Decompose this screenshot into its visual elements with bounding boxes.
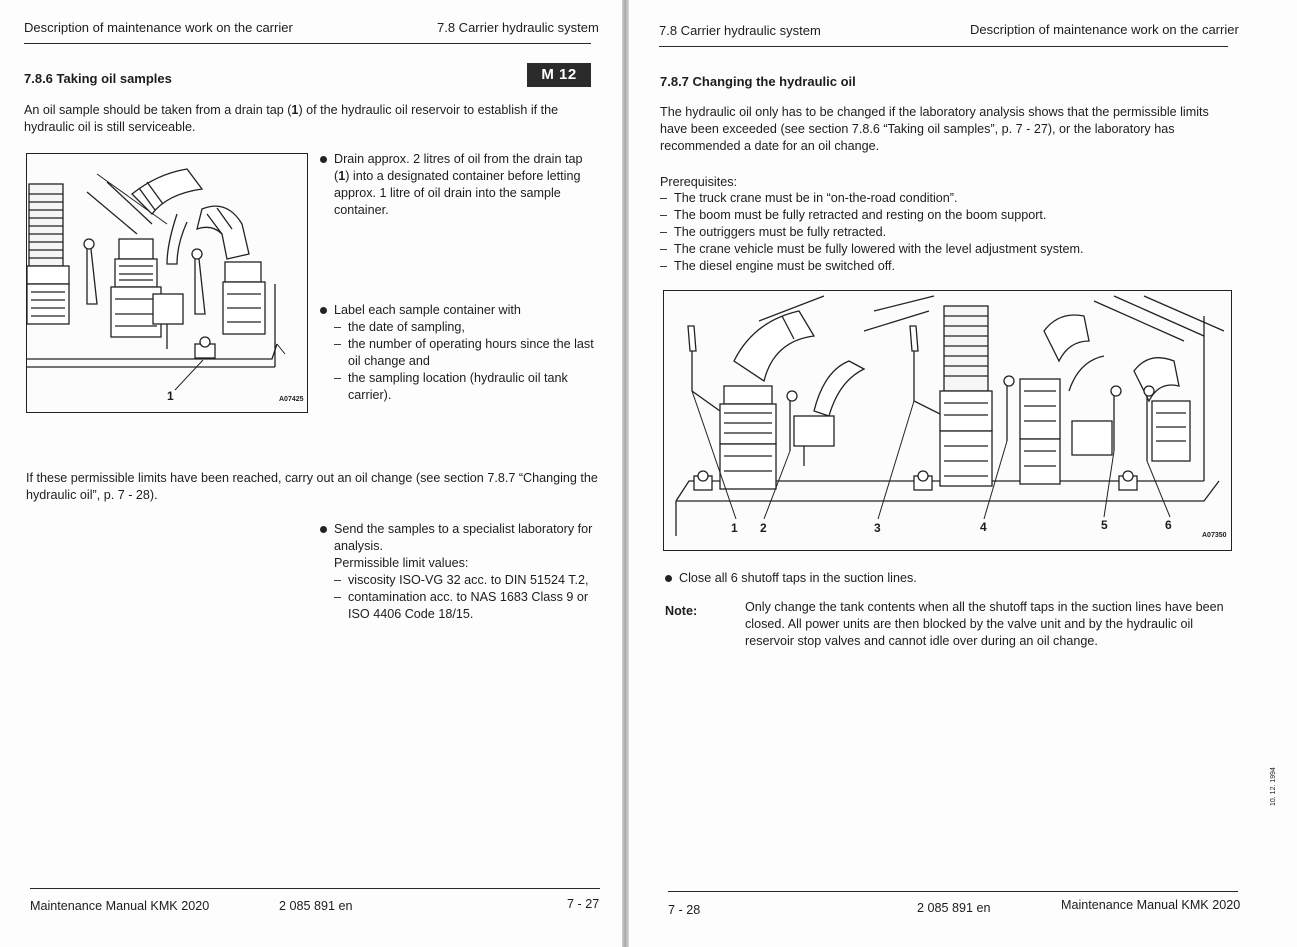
shutoff-taps-figure	[663, 290, 1232, 551]
drain-tap-figure	[26, 153, 308, 413]
maintenance-badge: M 12	[527, 63, 591, 87]
bullet-drain-oil: Drain approx. 2 litres of oil from the drain tap (1) into a designated container before letting approx. 1 litre of oil drain into the sample container.	[320, 151, 584, 219]
callout-3: 3	[874, 521, 881, 535]
footer-manual: Maintenance Manual KMK 2020	[30, 899, 210, 913]
page-number: 7 - 27	[567, 897, 600, 911]
intro-paragraph: The hydraulic oil only has to be changed if the laboratory analysis shows that the permissible limits have been exceeded (see section 7.8.6 “Taking oil samples”, p. 7 - 27), or the laboratory has recommended a date for an oil change.	[660, 105, 1209, 153]
figure-id: A07350	[1202, 532, 1227, 539]
header-rule	[24, 43, 591, 44]
callout-6: 6	[1165, 518, 1172, 532]
closing-paragraph: If these permissible limits have been reached, carry out an oil change (see section 7.8.7 “Changing the hydraulic oil”, p. 7 - 28).	[26, 471, 598, 502]
list-item: – The truck crane must be in “on-the-road condition”.	[660, 190, 1220, 207]
list-item: – The boom must be fully retracted and resting on the boom support.	[660, 207, 1220, 224]
bullet-send-samples	[320, 521, 602, 623]
running-header-right: 7.8 Carrier hydraulic system	[437, 20, 599, 35]
footer-rule	[30, 888, 600, 889]
running-header-left: Description of maintenance work on the carrier	[24, 20, 293, 35]
left-page	[0, 0, 622, 947]
book-gutter	[622, 0, 629, 947]
footer-doc-number: 2 085 891 en	[917, 901, 991, 915]
callout-1: 1	[731, 521, 738, 535]
list-item: – viscosity ISO-VG 32 acc. to DIN 51524 T.2,	[334, 572, 602, 589]
footer-manual: Maintenance Manual KMK 2020	[1061, 898, 1241, 912]
list-item: – The outriggers must be fully retracted.	[660, 224, 1220, 241]
header-rule	[659, 46, 1228, 47]
list-item: – contamination acc. to NAS 1683 Class 9 or ISO 4406 Code 18/15.	[334, 589, 602, 623]
bullet-label-container	[320, 302, 594, 404]
right-page	[629, 0, 1297, 947]
list-item: – the date of sampling,	[334, 319, 594, 336]
footer-doc-number: 2 085 891 en	[279, 899, 353, 913]
prerequisites-title: Prerequisites:	[660, 175, 737, 189]
drain-tap-illustration	[27, 154, 307, 412]
running-header-right: Description of maintenance work on the carrier	[970, 22, 1239, 37]
list-item: – The diesel engine must be switched off.	[660, 258, 1220, 275]
date-stamp: 10. 12. 1994	[1270, 767, 1277, 806]
intro-paragraph: An oil sample should be taken from a drain tap (1) of the hydraulic oil reservoir to establish if the hydraulic oil is still serviceable.	[24, 103, 559, 134]
callout-5: 5	[1101, 518, 1108, 532]
callout-1: 1	[167, 389, 174, 403]
callout-4: 4	[980, 520, 987, 534]
section-title: 7.8.6 Taking oil samples	[24, 71, 172, 86]
running-header-left: 7.8 Carrier hydraulic system	[659, 23, 821, 38]
limit-values-label: Permissible limit values:	[334, 556, 469, 570]
bullet-text: Send the samples to a specialist laboratory for analysis.	[334, 522, 593, 553]
list-item: – the number of operating hours since the last oil change and	[334, 336, 594, 370]
list-item: – The crane vehicle must be fully lowered with the level adjustment system.	[660, 241, 1220, 258]
section-title: 7.8.7 Changing the hydraulic oil	[660, 74, 856, 89]
note-text: Only change the tank contents when all the shutoff taps in the suction lines have been closed. All power units are then blocked by the valve unit and by the hydraulic oil reservoir stop valves and cannot idle over during an oil change.	[745, 600, 1224, 648]
callout-2: 2	[760, 521, 767, 535]
note-label: Note:	[665, 604, 698, 618]
footer-rule	[668, 891, 1238, 892]
bullet-text: Label each sample container with	[334, 303, 521, 317]
figure-id: A07425	[279, 396, 304, 403]
list-item: – the sampling location (hydraulic oil tank carrier).	[334, 370, 594, 404]
bullet-close-taps: Close all 6 shutoff taps in the suction lines.	[665, 570, 1219, 587]
prerequisites-list	[660, 190, 1220, 275]
page-number: 7 - 28	[668, 903, 701, 917]
shutoff-taps-illustration	[664, 291, 1231, 550]
